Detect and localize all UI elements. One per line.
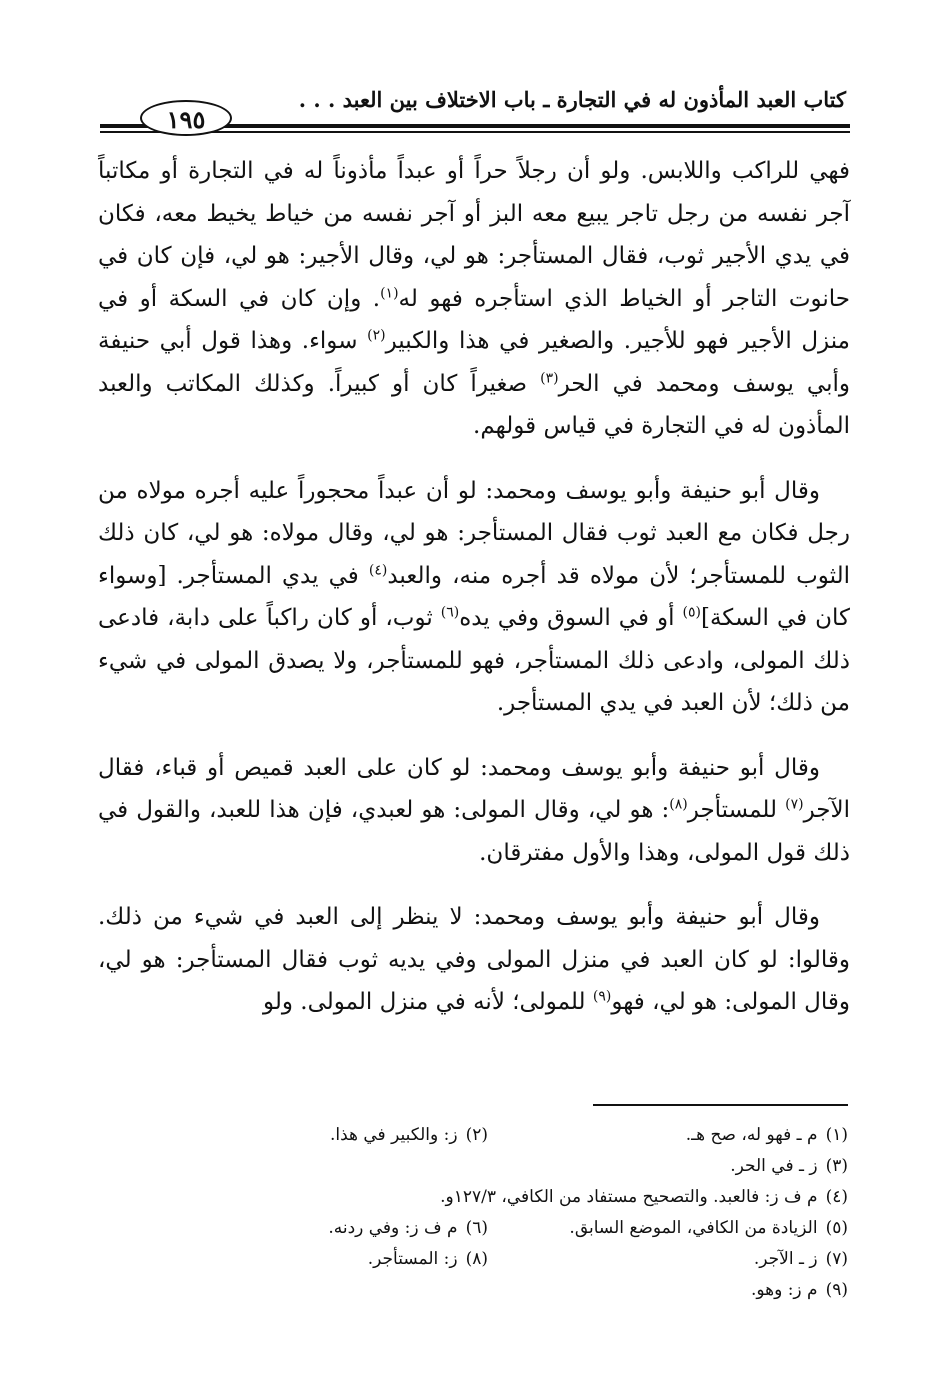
- footnote-row: [228, 1275, 848, 1306]
- footnote-9: [751, 1275, 848, 1306]
- footnote-marker-5: (٥): [682, 604, 701, 621]
- footnote-6: [328, 1213, 488, 1244]
- footnote-marker-1: (١): [380, 284, 399, 301]
- text-run: للمستأجر: [687, 797, 786, 823]
- paragraph-4: [98, 896, 850, 1024]
- footnote-text: م ز: وهو.: [750, 1280, 818, 1300]
- text-run: فهي للراكب واللابس. ولو أن رجلاً حراً أو عبداً مأذوناً له في التجارة أو مكاتباً آجر نفسه من رجل تاجر يبيع معه البز أو آجر نفسه من خياط يخيط معه، فكان في يدي الأجير ثوب، فقال المستأجر: هو لي، وقال الأجير: هو لي، فإن كان في حانوت التاجر أو الخياط الذي استأجره فهو له: [98, 158, 850, 312]
- footnote-marker-7: (٧): [785, 796, 804, 813]
- footnote-text: ز ـ في الحر.: [730, 1156, 818, 1176]
- text-run: وقال أبو حنيفة وأبو يوسف ومحمد: لا ينظر إلى العبد في شيء من ذلك. وقالوا: لو كان العبد في منزل المولى وفي يديه ثوب فقال المستأجر: هو لي، وقال المولى: هو لي، فهو: [98, 904, 850, 1015]
- text-run: ثوب، أو كان راكباً على دابة، فادعى ذلك المولى، وادعى ذلك المستأجر، فهو للمستأجر، ولا يصدق المولى في شيء من ذلك؛ لأن العبد في يدي المستأجر.: [98, 605, 850, 716]
- text-run: للمولى؛ لأنه في منزل المولى. ولو: [262, 989, 593, 1015]
- footnote-marker-8: (٨): [669, 796, 688, 813]
- text-run: . وإن كان في السكة أو في منزل الأجير فهو للأجير. والصغير في هذا والكبير: [98, 285, 850, 354]
- page-number: ١٩٥: [140, 100, 232, 136]
- footnote-2: [330, 1120, 488, 1151]
- footnote-number: (٨): [465, 1249, 488, 1269]
- footnote-marker-9: (٩): [592, 988, 612, 1005]
- running-title: كتاب العبد المأذون له في التجارة ـ باب الاختلاف بين العبد . . .: [298, 87, 846, 112]
- footnote-marker-6: (٦): [440, 604, 460, 621]
- main-text: [98, 150, 850, 1046]
- text-run: وقال أبو حنيفة وأبو يوسف ومحمد: لو كان على العبد قميص أو قباء، فقال الآجر: [98, 754, 850, 823]
- footnote-row: [228, 1244, 848, 1275]
- footnote-text: ز: المستأجر.: [367, 1249, 458, 1269]
- paragraph-1: [98, 150, 850, 448]
- text-run: وقال أبو حنيفة وأبو يوسف ومحمد: لو أن عبداً محجوراً عليه أجره مولاه من رجل فكان مع العبد ثوب فقال المستأجر: هو لي، وقال مولاه: هو لي، كان ذلك الثوب للمستأجر؛ لأن مولاه قد أجره منه، والعبد: [98, 477, 850, 589]
- text-run: صغيراً كان أو كبيراً. وكذلك المكاتب والعبد المأذون له في التجارة في قياس قولهم.: [98, 370, 850, 439]
- footnote-number: (٢): [465, 1125, 488, 1145]
- footnote-text: الزيادة من الكافي، الموضع السابق.: [569, 1218, 818, 1238]
- footnote-row: [228, 1151, 848, 1182]
- text-run: سواء. وهذا قول أبي حنيفة وأبي يوسف ومحمد في الحر: [98, 328, 851, 397]
- footnote-number: (٤): [825, 1187, 848, 1207]
- footnote-4: [440, 1182, 848, 1213]
- text-run: في يدي المستأجر. [وسواء كان في السكة]: [98, 562, 851, 631]
- footnote-marker-2: (٢): [367, 327, 386, 344]
- footnote-text: ز ـ الآجر.: [753, 1249, 818, 1269]
- footnote-number: (٥): [825, 1218, 848, 1238]
- footnote-number: (٦): [465, 1218, 488, 1238]
- footnote-marker-3: (٣): [540, 369, 559, 386]
- footnote-number: (٩): [825, 1280, 848, 1300]
- footnote-number: (٣): [825, 1156, 848, 1176]
- footnote-row: [228, 1182, 848, 1213]
- footnote-row: [228, 1213, 848, 1244]
- footnote-8: [368, 1244, 488, 1275]
- text-run: أو في السوق وفي يده: [459, 605, 683, 631]
- footnote-row: [228, 1120, 848, 1151]
- footnote-1: [488, 1120, 848, 1151]
- footnote-3: [730, 1151, 848, 1182]
- footnote-text: م ف ز: وفي ردنه.: [328, 1218, 458, 1238]
- paragraph-2: [98, 470, 850, 725]
- paragraph-3: [98, 747, 850, 875]
- footnote-7: [488, 1244, 848, 1275]
- footnote-marker-4: (٤): [368, 561, 388, 578]
- footnote-text: م ف ز: فالعبد. والتصحيح مستفاد من الكافي، ١٢٧/٣و.: [440, 1187, 818, 1207]
- footnote-rule: [593, 1104, 848, 1106]
- footnote-number: (٧): [825, 1249, 848, 1269]
- footnote-number: (١): [825, 1125, 848, 1145]
- text-run: : هو لي، وقال المولى: هو لعبدي، فإن هذا للعبد، والقول في ذلك قول المولى، وهذا والأول مفترقان.: [98, 797, 850, 866]
- footnote-text: م ـ فهو له، صح هـ.: [685, 1125, 818, 1145]
- footnote-text: ز: والكبير في هذا.: [329, 1125, 458, 1145]
- footnotes: [228, 1120, 848, 1306]
- footnote-5: [488, 1213, 848, 1244]
